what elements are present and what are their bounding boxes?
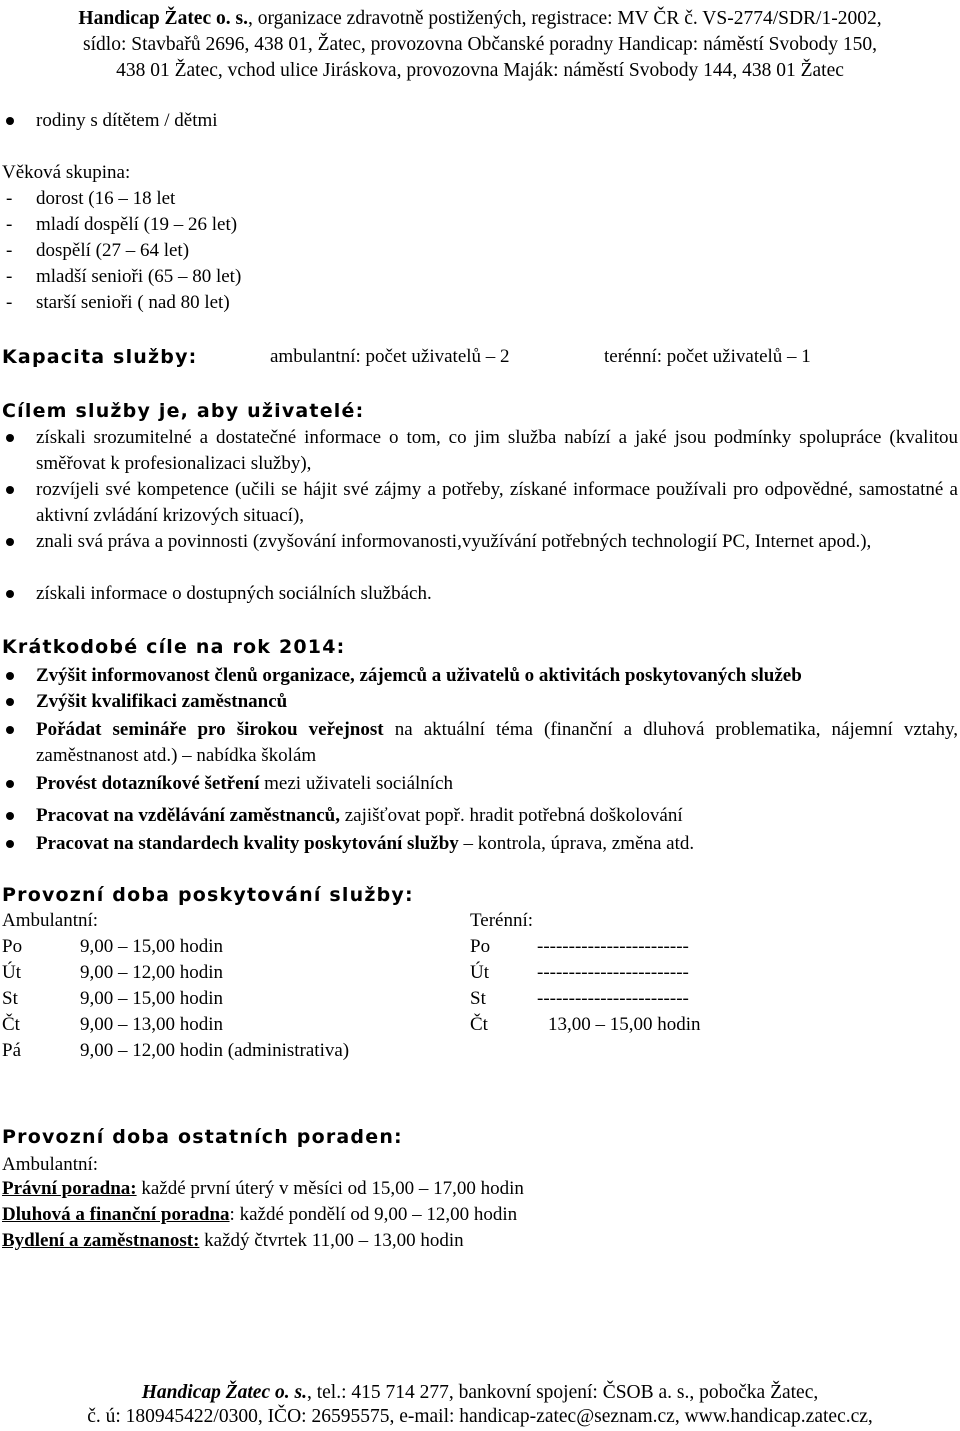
short-goal-5 xyxy=(36,803,958,829)
capacity-field: terénní: počet uživatelů – 1 xyxy=(604,346,811,367)
age-item-5-text: starší senioři ( nad 80 let) xyxy=(36,292,230,313)
ambulant-day-3: St xyxy=(2,988,18,1009)
short-goal-5-text: zajišťovat popř. hradit potřebná doškolování xyxy=(339,805,683,826)
ambulant-day-5: Pá xyxy=(2,1040,21,1061)
field-day-4: Čt xyxy=(470,1014,488,1035)
capacity-label: Kapacita služby: xyxy=(2,346,198,368)
bullet-icon xyxy=(6,672,14,680)
bullet-icon xyxy=(6,726,14,734)
ambulant-time-2: 9,00 – 12,00 hodin xyxy=(80,962,224,983)
age-item-3: - dospělí (27 – 64 let) xyxy=(6,240,190,261)
header-line-1-text: , organizace zdravotně postižených, registrace: MV ČR č. VS-2774/SDR/1-2002, xyxy=(247,8,882,29)
ambulant-day-2: Út xyxy=(2,962,21,983)
goal-item-4: získali informace o dostupných sociálních službách. xyxy=(36,583,432,604)
short-goal-4-text: mezi uživateli sociálních xyxy=(259,773,454,794)
other-item-3 xyxy=(2,1230,464,1252)
hours-ambulant-label: Ambulantní: xyxy=(2,910,99,931)
short-goal-5-bold: Pracovat na vzdělávání zaměstnanců, xyxy=(36,805,340,826)
other-item-2-name: Dluhová a finanční poradna xyxy=(2,1204,230,1225)
field-day-2: Út xyxy=(470,962,489,983)
bullet-icon xyxy=(6,486,14,494)
bullet-icon xyxy=(6,698,14,706)
goal-item-3: znali svá práva a povinnosti (zvyšování informovanosti,využívání potřebných technologií PC, Internet apod.), xyxy=(36,531,872,552)
other-item-2 xyxy=(2,1204,517,1226)
bullet-icon xyxy=(6,117,14,125)
other-item-3-name: Bydlení a zaměstnanost: xyxy=(2,1230,200,1251)
short-goal-3-text: na aktuální téma (finanční a dluhová problematika, nájemní vztahy, zaměstnanost atd.) – nabídka školám xyxy=(36,719,958,766)
header-org-name: Handicap Žatec o. s. xyxy=(78,8,248,29)
other-label: Ambulantní: xyxy=(2,1154,99,1175)
other-item-2-text: : každé pondělí od 9,00 – 12,00 hodin xyxy=(229,1204,518,1225)
short-goal-4-bold: Provést dotazníkové šetření xyxy=(36,773,260,794)
header-line-1 xyxy=(0,6,960,32)
target-group: rodiny s dítětem / dětmi xyxy=(36,110,218,131)
ambulant-time-1: 9,00 – 15,00 hodin xyxy=(80,936,224,957)
bullet-icon xyxy=(6,434,14,442)
age-item-4: - mladší senioři (65 – 80 let) xyxy=(6,266,242,287)
header-line-2: sídlo: Stavbařů 2696, 438 01, Žatec, provozovna Občanské poradny Handicap: náměstí Svobody 150, xyxy=(83,34,877,55)
field-day-3: St xyxy=(470,988,486,1009)
footer-org-name: Handicap Žatec o. s. xyxy=(141,1382,307,1403)
age-item-1: - dorost (16 – 18 let xyxy=(6,188,176,209)
age-item-4-text: mladší senioři (65 – 80 let) xyxy=(36,266,242,287)
bullet-icon xyxy=(6,780,14,788)
field-time-4: 13,00 – 15,00 hodin xyxy=(548,1014,701,1035)
age-item-1-text: dorost (16 – 18 let xyxy=(36,188,176,209)
age-item-3-text: dospělí (27 – 64 let) xyxy=(36,240,190,261)
goal-heading: Cílem služby je, aby uživatelé: xyxy=(2,400,365,422)
short-goal-6-bold: Pracovat na standardech kvality poskytování služby xyxy=(36,833,459,854)
field-time-2: ------------------------ xyxy=(537,962,689,983)
bullet-icon xyxy=(6,538,14,546)
ambulant-day-4: Čt xyxy=(2,1014,20,1035)
capacity-ambulant: ambulantní: počet uživatelů – 2 xyxy=(270,346,510,367)
hours-heading: Provozní doba poskytování služby: xyxy=(2,884,414,906)
ambulant-time-4: 9,00 – 13,00 hodin xyxy=(80,1014,224,1035)
other-heading: Provozní doba ostatních poraden: xyxy=(2,1126,403,1148)
short-goal-3-bold: Pořádat semináře pro širokou veřejnost xyxy=(36,719,384,740)
other-item-1-text: každé první úterý v měsíci od 15,00 – 17,00 hodin xyxy=(136,1178,524,1199)
header-line-3: 438 01 Žatec, vchod ulice Jiráskova, provozovna Maják: náměstí Svobody 144, 438 01 Žatec xyxy=(116,60,844,81)
ambulant-time-3: 9,00 – 15,00 hodin xyxy=(80,988,224,1009)
short-goal-6 xyxy=(36,831,958,857)
ambulant-time-5: 9,00 – 12,00 hodin (administrativa) xyxy=(80,1040,350,1061)
short-goal-2-bold: Zvýšit kvalifikaci zaměstnanců xyxy=(36,691,288,712)
other-item-1-name: Právní poradna: xyxy=(2,1178,137,1199)
ambulant-day-1: Po xyxy=(2,936,23,957)
footer-line-1 xyxy=(0,1382,960,1404)
footer-line-2: č. ú: 180945422/0300, IČO: 26595575, e-mail: handicap-zatec@seznam.cz, www.handicap.zatec.cz, xyxy=(87,1406,873,1427)
footer-line-1-text: , tel.: 415 714 277, bankovní spojení: ČSOB a. s., pobočka Žatec, xyxy=(306,1382,819,1403)
short-goal-3 xyxy=(36,717,958,769)
other-item-3-text: každý čtvrtek 11,00 – 13,00 hodin xyxy=(199,1230,464,1251)
field-time-3: ------------------------ xyxy=(537,988,689,1009)
short-goal-4 xyxy=(36,771,958,797)
short-goal-1-bold: Zvýšit informovanost členů organizace, zájemců a uživatelů o aktivitách poskytovaných služeb xyxy=(36,665,802,686)
bullet-icon xyxy=(6,590,14,598)
age-group-label: Věková skupina: xyxy=(2,162,131,183)
age-item-5: - starší senioři ( nad 80 let) xyxy=(6,292,230,313)
capacity-line xyxy=(2,346,811,369)
age-item-2: - mladí dospělí (19 – 26 let) xyxy=(6,214,238,235)
goal-item-1: získali srozumitelné a dostatečné informace o tom, co jim služba nabízí a jaké jsou podmínky spolupráce (kvalitou směřovat k profesionalizaci služby), xyxy=(36,427,958,474)
goal-item-2: rozvíjeli své kompetence (učili se hájit své zájmy a potřeby, získané informace používali pro odpovědné, samostatné a aktivní zvládání krizových situací), xyxy=(36,479,958,526)
field-time-1: ------------------------ xyxy=(537,936,689,957)
short-goal-6-text: – kontrola, úprava, změna atd. xyxy=(458,833,695,854)
bullet-icon xyxy=(6,840,14,848)
hours-field-label: Terénní: xyxy=(470,910,534,931)
other-item-1 xyxy=(2,1178,524,1200)
short-goal-2 xyxy=(36,689,958,715)
short-goal-1 xyxy=(36,663,958,689)
field-day-1: Po xyxy=(470,936,491,957)
short-goals-heading: Krátkodobé cíle na rok 2014: xyxy=(2,636,346,658)
age-item-2-text: mladí dospělí (19 – 26 let) xyxy=(36,214,238,235)
bullet-icon xyxy=(6,812,14,820)
